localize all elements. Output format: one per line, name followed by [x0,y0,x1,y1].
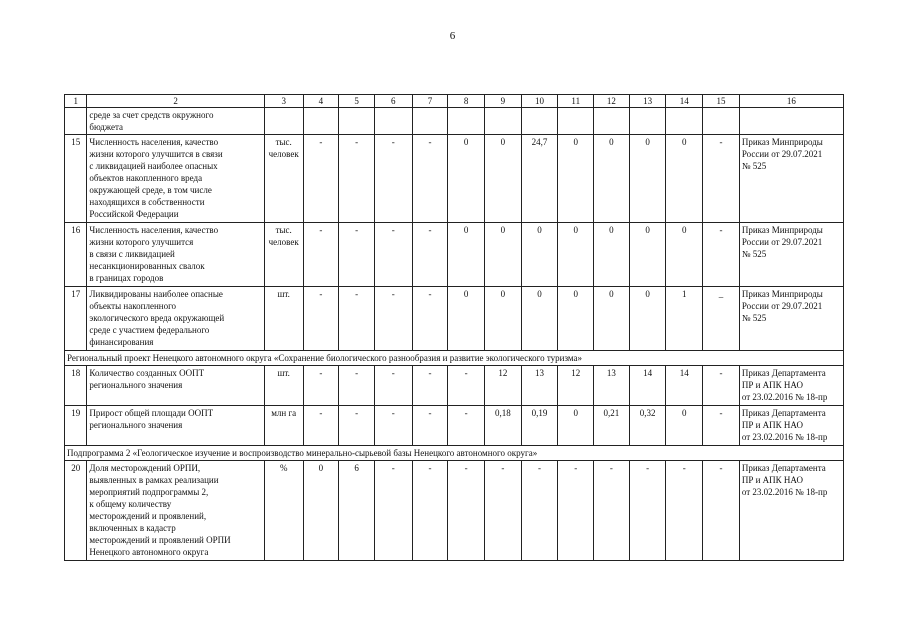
value-cell-text: - [501,463,505,473]
value-cell [448,223,485,287]
empty-cell [303,108,339,135]
value-cell [485,406,522,446]
value-cell-text: 13 [535,368,545,378]
value-cell-text: 0 [500,289,506,299]
header-row [65,95,844,108]
value-cell-text: 0 [682,225,687,235]
table-row [65,287,844,351]
value-cell-text: 0,21 [603,408,620,418]
value-cell-text: - [319,289,323,299]
header-cell [303,95,339,108]
header-cell-text: 9 [500,96,506,106]
value-cell [303,223,339,287]
header-cell-text: 2 [173,96,178,106]
value-cell-text: 0 [573,289,578,299]
value-cell [558,461,594,561]
value-cell [629,287,666,351]
value-cell-text: - [355,408,359,418]
indicator-name-text: среде за счет средств окружного бюджета [89,110,214,132]
value-cell [594,406,630,446]
value-cell [412,406,448,446]
value-cell-text: - [428,463,432,473]
value-cell [448,461,485,561]
value-cell [629,406,666,446]
table-row [65,406,844,446]
value-cell [521,406,558,446]
row-number [65,135,87,223]
source-cell-text: Приказ Департамента ПР и АПК НАО от 23.02.2016 № 18-пр [741,463,828,497]
header-cell [739,95,843,108]
value-cell-text: - [464,408,468,418]
value-cell-text: - [391,137,395,147]
row-number-text: 18 [71,368,81,378]
value-cell [339,135,375,223]
value-cell-text: 0 [318,463,324,473]
value-cell [374,366,412,406]
value-cell [558,406,594,446]
value-cell-text: - [355,225,359,235]
value-cell [412,287,448,351]
value-cell [629,461,666,561]
value-cell-text: - [609,463,613,473]
source-cell [739,223,843,287]
value-cell [303,366,339,406]
unit-cell [264,406,303,446]
value-cell-text: 0 [500,137,506,147]
value-cell-text: 0 [463,289,469,299]
value-cell-text: - [391,289,395,299]
header-cell [703,95,740,108]
value-cell [303,406,339,446]
value-cell-text: 0 [682,137,687,147]
value-cell [521,366,558,406]
value-cell [703,223,740,287]
value-cell [521,135,558,223]
unit-cell-text: млн га [271,408,297,418]
value-cell-text: - [428,137,432,147]
row-number [65,461,87,561]
value-cell-text: - [428,408,432,418]
unit-cell-text: шт. [277,289,290,299]
header-cell [485,95,522,108]
value-cell [703,366,740,406]
table-row [65,461,844,561]
value-cell-text: - [719,463,723,473]
value-cell-text: 0 [682,408,687,418]
value-cell [666,406,703,446]
value-cell-text: _ [718,289,724,299]
section-row [65,351,844,366]
indicator-name [87,108,264,135]
value-cell [485,287,522,351]
section-title [65,446,844,461]
value-cell-text: 0 [463,137,469,147]
unit-cell [264,461,303,561]
value-cell-text: - [428,289,432,299]
header-cell-text: 15 [716,96,726,106]
value-cell [629,223,666,287]
value-cell [412,135,448,223]
value-cell-text: - [428,225,432,235]
value-cell-text: - [391,368,395,378]
header-cell [264,95,303,108]
header-cell [629,95,666,108]
value-cell-text: 0 [609,289,614,299]
section-title-text: Подпрограмма 2 «Геологическое изучение и воспроизводство минерально-сырьевой базы Ненецкого автономного округа» [67,448,538,458]
value-cell [666,223,703,287]
value-cell [666,461,703,561]
value-cell-text: 0 [645,137,650,147]
source-cell-text: Приказ Минприроды России от 29.07.2021 № 525 [741,289,823,323]
value-cell-text: - [319,225,323,235]
source-cell [739,287,843,351]
value-cell [666,366,703,406]
value-cell [558,135,594,223]
value-cell-text: 24,7 [531,137,548,147]
unit-cell-text: тыс. человек [268,137,299,159]
page-number: 6 [449,30,456,42]
value-cell [558,223,594,287]
value-cell-text: 14 [643,368,653,378]
value-cell [412,461,448,561]
row-number-text: 19 [71,408,81,418]
empty-cell [521,108,558,135]
header-cell [374,95,412,108]
value-cell-text: 0 [645,289,650,299]
table-row [65,223,844,287]
value-cell-text: 0,18 [494,408,511,418]
value-cell [374,406,412,446]
value-cell-text: 0 [573,225,578,235]
header-cell [594,95,630,108]
value-cell-text: 0 [573,137,578,147]
empty-cell [264,108,303,135]
source-cell [739,366,843,406]
header-cell-text: 7 [427,96,433,106]
value-cell-text: - [538,463,542,473]
indicator-name-text: Прирост общей площади ООПТ регионального значения [89,408,214,430]
value-cell [374,461,412,561]
section-title [65,351,844,366]
source-cell [739,135,843,223]
header-cell [448,95,485,108]
value-cell [339,287,375,351]
header-cell [412,95,448,108]
indicator-name [87,287,264,351]
header-cell-text: 1 [73,96,78,106]
value-cell [374,223,412,287]
header-cell [521,95,558,108]
value-cell [448,406,485,446]
continuation-row [65,108,844,135]
header-cell [558,95,594,108]
row-number [65,406,87,446]
indicator-name-text: Доля месторождений ОРПИ, выявленных в рамках реализации мероприятий подпрограммы 2, к общему количеству месторождений и проявлений, включенных в кадастр месторождений и проявлений ОРПИ Ненецкого автономного округа [89,463,231,557]
value-cell-text: 0 [537,289,542,299]
table-row [65,135,844,223]
value-cell-text: - [464,463,468,473]
header-cell-text: 6 [391,96,396,106]
value-cell-text: 12 [571,368,581,378]
value-cell [703,406,740,446]
value-cell-text: 0 [463,225,469,235]
row-number-text: 15 [71,137,81,147]
row-number [65,223,87,287]
value-cell [485,223,522,287]
indicator-name [87,461,264,561]
value-cell-text: - [391,408,395,418]
value-cell [666,287,703,351]
value-cell-text: 0,32 [639,408,656,418]
value-cell [629,135,666,223]
value-cell-text: 0 [609,225,614,235]
empty-cell [65,108,87,135]
empty-cell [739,108,843,135]
value-cell [594,366,630,406]
section-title-text: Региональный проект Ненецкого автономного округа «Сохранение биологического разнообразия и развитие экологического туризма» [67,353,583,363]
value-cell [448,366,485,406]
empty-cell [374,108,412,135]
indicator-name-text: Ликвидированы наиболее опасные объекты накопленного экологического вреда окружающей среде с участием федерального финансирования [89,289,225,347]
indicator-name-text: Численность населения, качество жизни которого улучшится в связи с ликвидацией наиболее опасных объектов накопленного вреда окружающей среде, в том числе находящихся в собственности Российской Федерации [89,137,223,219]
indicator-name [87,366,264,406]
table-row [65,366,844,406]
value-cell [485,366,522,406]
value-cell-text: - [355,368,359,378]
value-cell [339,461,375,561]
value-cell-text: 0 [500,225,506,235]
value-cell [339,406,375,446]
empty-cell [558,108,594,135]
value-cell [412,223,448,287]
value-cell-text: - [574,463,578,473]
header-cell-text: 5 [354,96,359,106]
header-cell-text: 16 [786,96,796,106]
empty-cell [412,108,448,135]
value-cell [703,461,740,561]
value-cell-text: 0 [537,225,542,235]
unit-cell [264,287,303,351]
value-cell-text: - [682,463,686,473]
empty-cell [594,108,630,135]
header-cell-text: 10 [535,96,545,106]
value-cell-text: 6 [354,463,359,473]
section-row [65,446,844,461]
unit-cell-text: тыс. человек [268,225,299,247]
value-cell [448,287,485,351]
value-cell [339,223,375,287]
value-cell-text: 0 [609,137,614,147]
source-cell [739,406,843,446]
value-cell-text: - [391,225,395,235]
value-cell-text: - [319,408,323,418]
value-cell-text: 0 [573,408,578,418]
indicator-name [87,135,264,223]
value-cell-text: - [719,368,723,378]
value-cell-text: - [391,463,395,473]
value-cell [448,135,485,223]
header-cell-text: 13 [643,96,653,106]
value-cell-text: - [719,137,723,147]
empty-cell [485,108,522,135]
empty-cell [703,108,740,135]
header-cell-text: 11 [571,96,581,106]
value-cell [558,366,594,406]
header-cell [666,95,703,108]
unit-cell-text: % [279,463,288,473]
value-cell-text: - [319,368,323,378]
row-number-text: 16 [71,225,81,235]
value-cell [629,366,666,406]
value-cell [558,287,594,351]
value-cell [521,287,558,351]
header-cell [339,95,375,108]
indicator-name-text: Численность населения, качество жизни которого улучшится в связи с ликвидацией несанкционированных свалок в границах городов [89,225,219,283]
value-cell [594,135,630,223]
header-cell-text: 4 [318,96,324,106]
value-cell [594,287,630,351]
value-cell [594,461,630,561]
source-cell-text: Приказ Департамента ПР и АПК НАО от 23.02.2016 № 18-пр [741,368,828,402]
value-cell-text: 0 [645,225,650,235]
header-cell-text: 14 [679,96,689,106]
value-cell [412,366,448,406]
header-cell [87,95,264,108]
value-cell-text: - [719,225,723,235]
value-cell-text: 12 [498,368,508,378]
value-cell-text: 14 [679,368,689,378]
indicator-name [87,223,264,287]
row-number-text: 17 [71,289,81,299]
value-cell [666,135,703,223]
value-cell [303,461,339,561]
value-cell-text: 0,19 [531,408,548,418]
value-cell [339,366,375,406]
value-cell-text: - [464,368,468,378]
value-cell [485,135,522,223]
indicator-name-text: Количество созданных ООПТ регионального значения [89,368,205,390]
value-cell [303,135,339,223]
unit-cell [264,223,303,287]
unit-cell [264,135,303,223]
value-cell [374,135,412,223]
empty-cell [629,108,666,135]
value-cell-text: - [719,408,723,418]
empty-cell [666,108,703,135]
value-cell-text: - [355,137,359,147]
source-cell-text: Приказ Департамента ПР и АПК НАО от 23.02.2016 № 18-пр [741,408,828,442]
row-number [65,366,87,406]
header-cell-text: 8 [463,96,469,106]
source-cell-text: Приказ Минприроды России от 29.07.2021 № 525 [741,225,823,259]
value-cell [521,461,558,561]
row-number-text: 20 [71,463,81,473]
empty-cell [448,108,485,135]
unit-cell [264,366,303,406]
header-cell [65,95,87,108]
value-cell-text: - [428,368,432,378]
indicators-table [64,94,844,561]
value-cell-text: 13 [606,368,616,378]
value-cell [521,223,558,287]
value-cell [594,223,630,287]
value-cell [703,287,740,351]
source-cell [739,461,843,561]
value-cell [303,287,339,351]
value-cell-text: - [355,289,359,299]
value-cell [485,461,522,561]
source-cell-text: Приказ Минприроды России от 29.07.2021 № 525 [741,137,823,171]
value-cell-text: - [646,463,650,473]
row-number [65,287,87,351]
header-cell-text: 3 [281,96,286,106]
value-cell-text: 1 [682,289,687,299]
value-cell [374,287,412,351]
empty-cell [339,108,375,135]
value-cell [703,135,740,223]
indicator-name [87,406,264,446]
header-cell-text: 12 [606,96,616,106]
unit-cell-text: шт. [277,368,290,378]
value-cell-text: - [319,137,323,147]
